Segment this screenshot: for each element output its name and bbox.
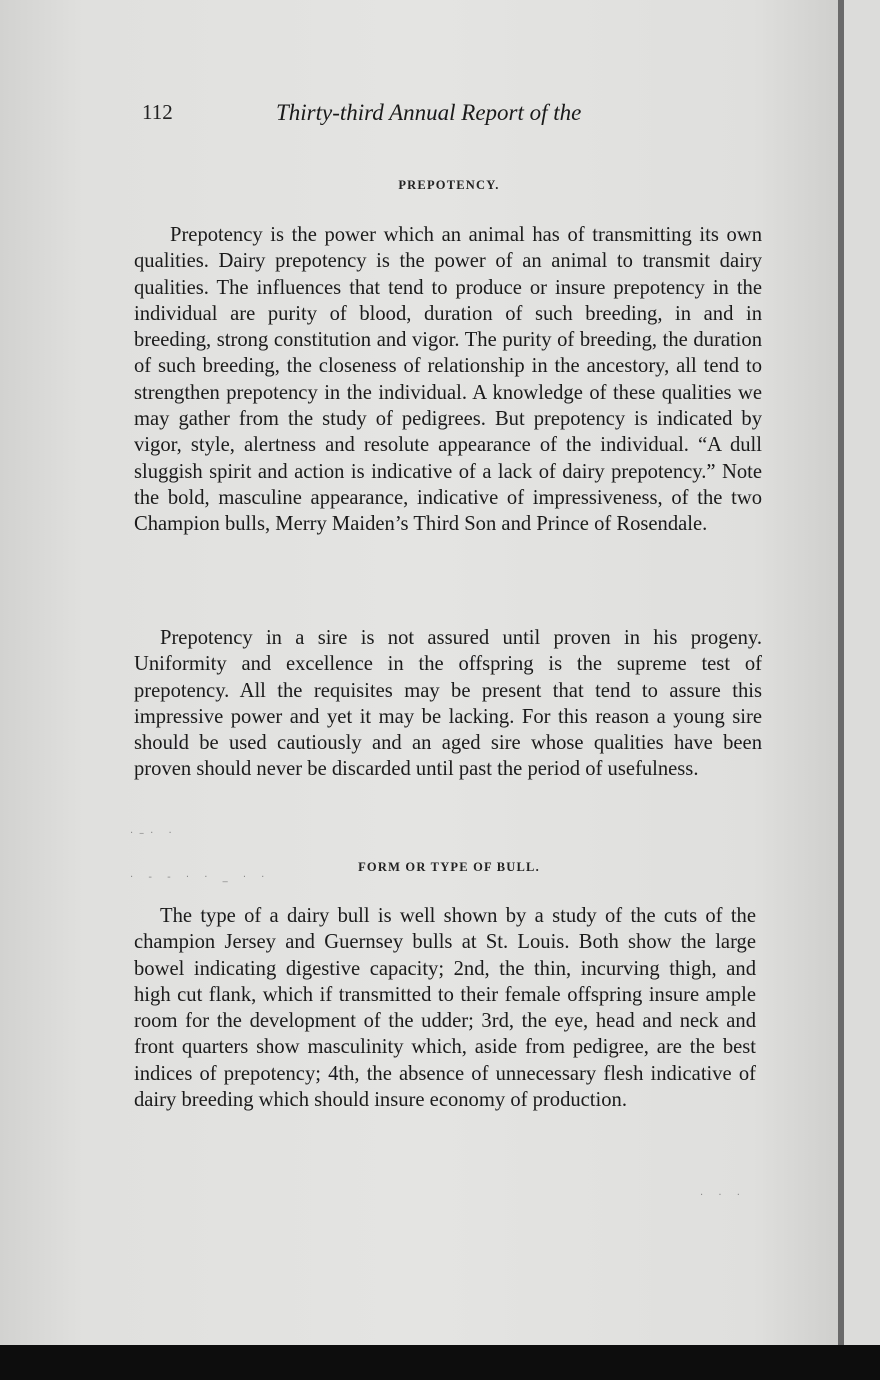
scan-specks: ·–· · (130, 828, 178, 839)
paragraph: Prepotency in a sire is not assured until proven in his progeny. Uniformity and excellence in the offspring is the supreme test of prepotency. All the requisites may be present that tend to assure this impressive power and yet it may be lacking. For this reason a young sire should be used cautiously and an aged sire whose qualities have been proven should never be discarded until past the period of usefulness. (134, 627, 762, 781)
scan-specks: · · · (700, 1190, 746, 1201)
paragraph: The type of a dairy bull is well shown by a study of the cuts of the champion Jersey and Guernsey bulls at St. Louis. Both show the large bowel indicating digestive capacity; 2nd, the thin, incurving thigh, and high cut flank, which if transmitted to their female offspring insure ample room for the development of the udder; 3rd, the eye, head and neck and front quarters show masculinity which, aside from pedigree, are the best indices of prepotency; 4th, the absence of unnecessary flesh indicative of dairy breeding which should insure economy of production. (134, 905, 756, 1112)
page-number: 112 (142, 100, 173, 124)
scan-border-bottom (0, 1345, 880, 1380)
running-head: Thirty-third Annual Report of the (276, 100, 582, 125)
page-header (142, 100, 642, 134)
section-title-prepotency: PREPOTENCY. (398, 178, 500, 192)
scan-specks: · - - · · _ · · (130, 872, 271, 883)
page-edge-shadow (838, 0, 844, 1358)
paragraph: Prepotency is the power which an animal has of transmitting its own qualities. Dairy prepotency is the power of an animal to transmit dairy qualities. The influences that tend to produce or insure prepotency in the individual are purity of blood, duration of such breeding, in and in breeding, strong constitution and vigor. The purity of breeding, the duration of such breeding, the closeness of relationship in the ancestory, all tend to strengthen prepotency in the individual. A knowledge of these qualities we may gather from the study of pedigrees. But prepotency is indicated by vigor, style, alertness and resolute appearance of the individual. “A dull sluggish spirit and action is indicative of a lack of dairy prepotency.” Note the bold, masculine appearance, indicative of impressiveness, of the two Champion bulls, Merry Maiden’s Third Son and Prince of Rosendale. (134, 224, 762, 536)
section-title-form-or-type-of-bull: FORM OR TYPE OF BULL. (358, 860, 540, 874)
